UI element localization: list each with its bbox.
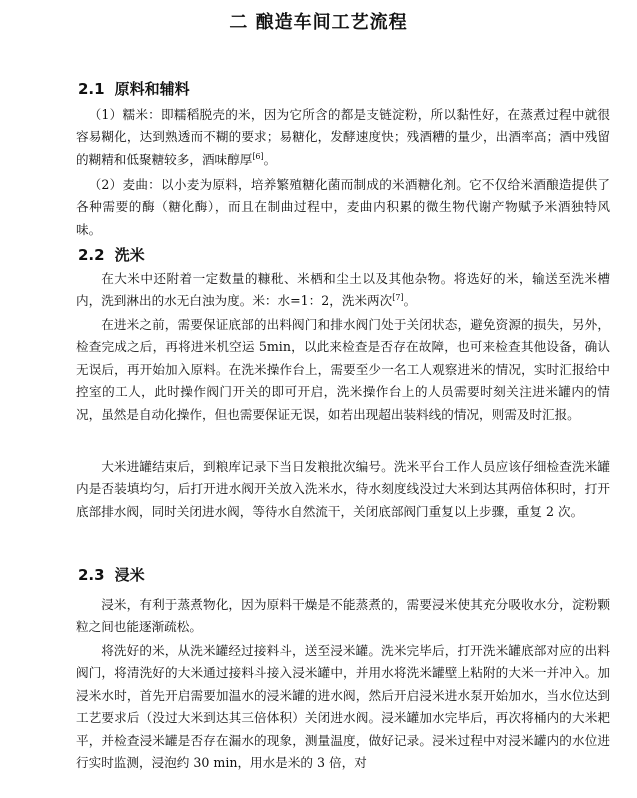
paragraph-text: 将洗好的米，从洗米罐经过接料斗，送至浸米罐。洗米完毕后，打开洗米罐底部对应的出料阀门，将清洗好的大米通过接料斗接入浸米罐中，并用水将洗米罐壁上粘附的大米一并冲入。加浸米水时，首先开启需要加温水的浸米罐的进水阀，然后开启浸米进水泵开始加水，当水位达到工艺要求后（没过大米到达其三倍体积）关闭进水阀。浸米罐加水完毕后，再次将桶内的大米耙平，并检查浸米罐是否存在漏水的现象，测量温度，做好记录。浸米过程中对浸米罐内的水位进行实时监测，浸泡约 30 min，用水是米的 3 倍，对 [76,643,610,771]
paragraph-soaking-intro [76,594,610,639]
section-number: 2.2 [78,246,105,264]
paragraph-wheat-koji [76,174,610,241]
paragraph-soaking-procedure [76,640,610,774]
section-title: 浸米 [114,566,145,584]
paragraph-text: 大米进罐结束后，到粮库记录下当日发粮批次编号。洗米平台工作人员应该仔细检查洗米罐内是否装填均匀，后打开进水阀开关放入洗米水，待水刻度线没过大米到达其两倍体积时，打开底部排水阀，同时关闭进水阀，等待水自然流干，关闭底部阀门重复以上步骤，重复 2 次。 [76,459,610,519]
paragraph-washing-intro [76,268,610,313]
paragraph-washing-preparation [76,314,610,426]
paragraph-text-end: 。 [263,151,277,167]
chapter-title: 二 酿造车间工艺流程 [229,12,408,33]
paragraph-text: 浸米，有利于蒸煮物化，因为原料干燥是不能蒸煮的，需要浸米使其充分吸收水分，淀粉颗粒之间也能逐渐疏松。 [76,597,610,635]
paragraph-text-end: 。 [403,293,417,309]
section-title: 洗米 [114,246,145,264]
citation-ref: [6] [252,151,264,161]
section-heading-materials [78,78,190,99]
section-number: 2.3 [78,566,105,584]
section-heading-rice-washing [78,244,145,265]
paragraph-glutinous-rice [76,104,610,171]
paragraph-text: （1）糯米：即糯稻脱壳的米，因为它所含的都是支链淀粉，所以黏性好，在蒸煮过程中就很容易糊化，达到熟透而不糊的要求；易糖化，发酵速度快；残酒糟的量少，出酒率高；酒中残留的糊精和低聚糖较多，酒味醇厚 [76,107,610,167]
paragraph-washing-procedure [76,456,610,523]
paragraph-text: 在大米中还附着一定数量的糠秕、米栖和尘土以及其他杂物。将选好的米，输送至洗米槽内，洗到淋出的水无白浊为度。米：水=1：2，洗米两次 [76,271,610,309]
section-heading-rice-soaking [78,564,145,585]
paragraph-text: 在进米之前，需要保证底部的出料阀门和排水阀门处于关闭状态，避免资源的损失，另外，检查完成之后，再将进米机空运 5min，以此来检查是否存在故障，也可来检查其他设备，确认无误后，再开始加入原料。在洗米操作台上，需要至少一名工人观察进米的情况，实时汇报给中控室的工人，此时操作阀门开关的即可开启，洗米操作台上的人员需要时刻关注进米罐内的情况，虽然是自动化操作，但也需要保证无误，如若出现超出装料线的情况，则需及时汇报。 [76,317,610,422]
section-number: 2.1 [78,80,105,98]
citation-ref: [7] [392,293,404,303]
section-title: 原料和辅料 [114,80,190,98]
paragraph-text: （2）麦曲：以小麦为原料，培养繁殖糖化菌而制成的米酒糖化剂。它不仅给米酒酿造提供了各种需要的酶（糖化酶），而且在制曲过程中，麦曲内积累的微生物代谢产物赋予米酒独特风味。 [76,177,610,237]
